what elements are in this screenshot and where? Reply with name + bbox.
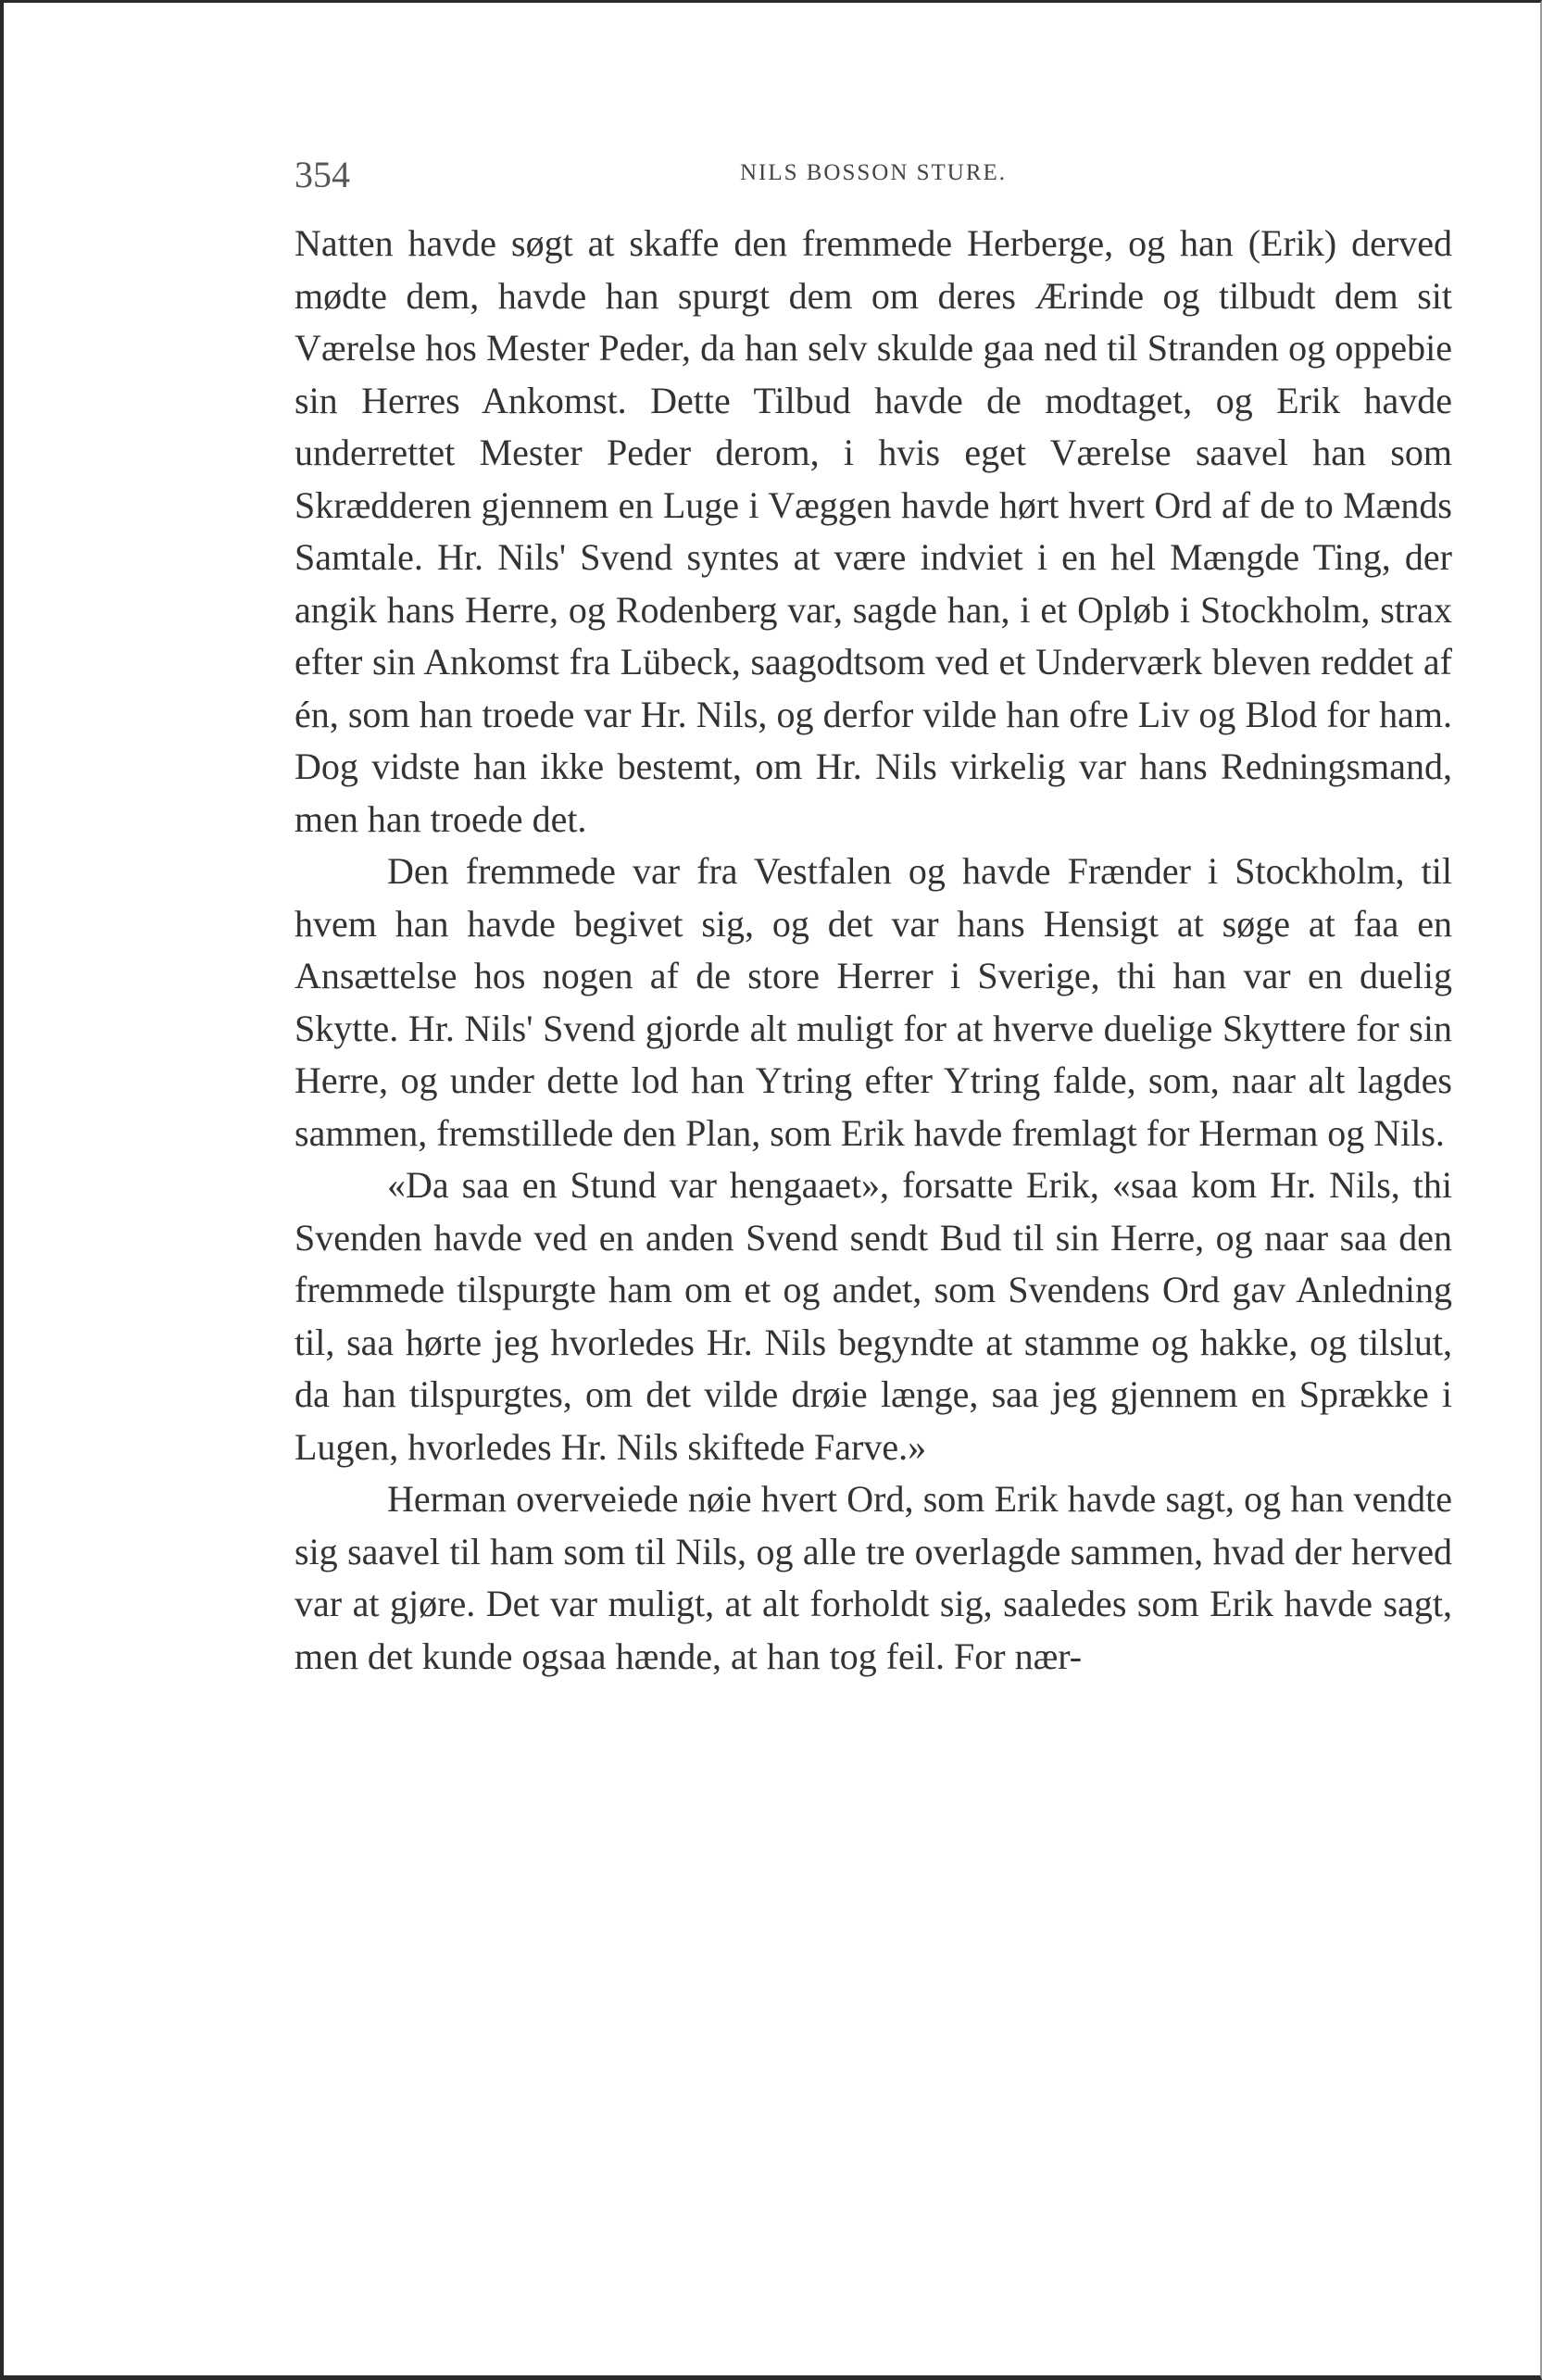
running-title: NILS BOSSON STURE. [739,160,1008,185]
paragraph: «Da saa en Stund var hengaaet», forsatte Erik, «saa kom Hr. Nils, thi Svenden havde ved en anden Svend sendt Bud til sin Herre, og naar saa den fremmede tilspurgte ham om et og andet, som Svendens Ord gav Anledning til, saa hørte jeg hvorledes Hr. Nils begyndte at stamme og hakke, og tilslut, da han tilspurgtes, om det vilde drøie længe, saa jeg gjennem en Sprække i Lugen, hvorledes Hr. Nils skiftede Farve.» [295,1164,1452,1468]
paragraph-continued: Natten havde søgt at skaffe den fremmede Herberge, og han (Erik) derved mødte dem, havde han spurgt dem om deres Ærinde og tilbudt dem sit Værelse hos Mester Peder, da han selv skulde gaa ned til Stranden og oppebie sin Herres Ankomst. Dette Tilbud havde de modtaget, og Erik havde underrettet Mester Peder derom, i hvis eget Værelse saavel han som Skrædderen gjennem en Luge i Væggen havde hørt hvert Ord af de to Mænds Samtale. Hr. Nils' Svend syntes at være indviet i en hel Mængde Ting, der angik hans Herre, og Rodenberg var, sagde han, i et Opløb i Stockholm, strax efter sin Ankomst fra Lübeck, saagodtsom ved et Underværk bleven reddet af én, som han troede var Hr. Nils, og derfor vilde han ofre Liv og Blod for ham. Dog vidste han ikke bestemt, om Hr. Nils virkelig var hans Redningsmand, men han troede det. [295,222,1452,840]
running-head [295,153,1452,199]
body-text [295,218,1452,1683]
paragraph: Den fremmede var fra Vestfalen og havde Frænder i Stockholm, til hvem han havde begivet sig, og det var hans Hensigt at søge at faa en Ansættelse hos nogen af de store Herrer i Sverige, thi han var en duelig Skytte. Hr. Nils' Svend gjorde alt muligt for at hverve duelige Skyttere for sin Herre, og under dette lod han Ytring efter Ytring falde, som, naar alt lagdes sammen, fremstillede den Plan, som Erik havde fremlagt for Herman og Nils. [295,850,1452,1154]
book-page [295,153,1452,1683]
page-number: 354 [295,154,350,195]
paragraph: Herman overveiede nøie hvert Ord, som Erik havde sagt, og han vendte sig saavel til ham som til Nils, og alle tre overlagde sammen, hvad der herved var at gjøre. Det var muligt, at alt forholdt sig, saaledes som Erik havde sagt, men det kunde ogsaa hænde, at han tog feil. For nær- [295,1478,1452,1677]
